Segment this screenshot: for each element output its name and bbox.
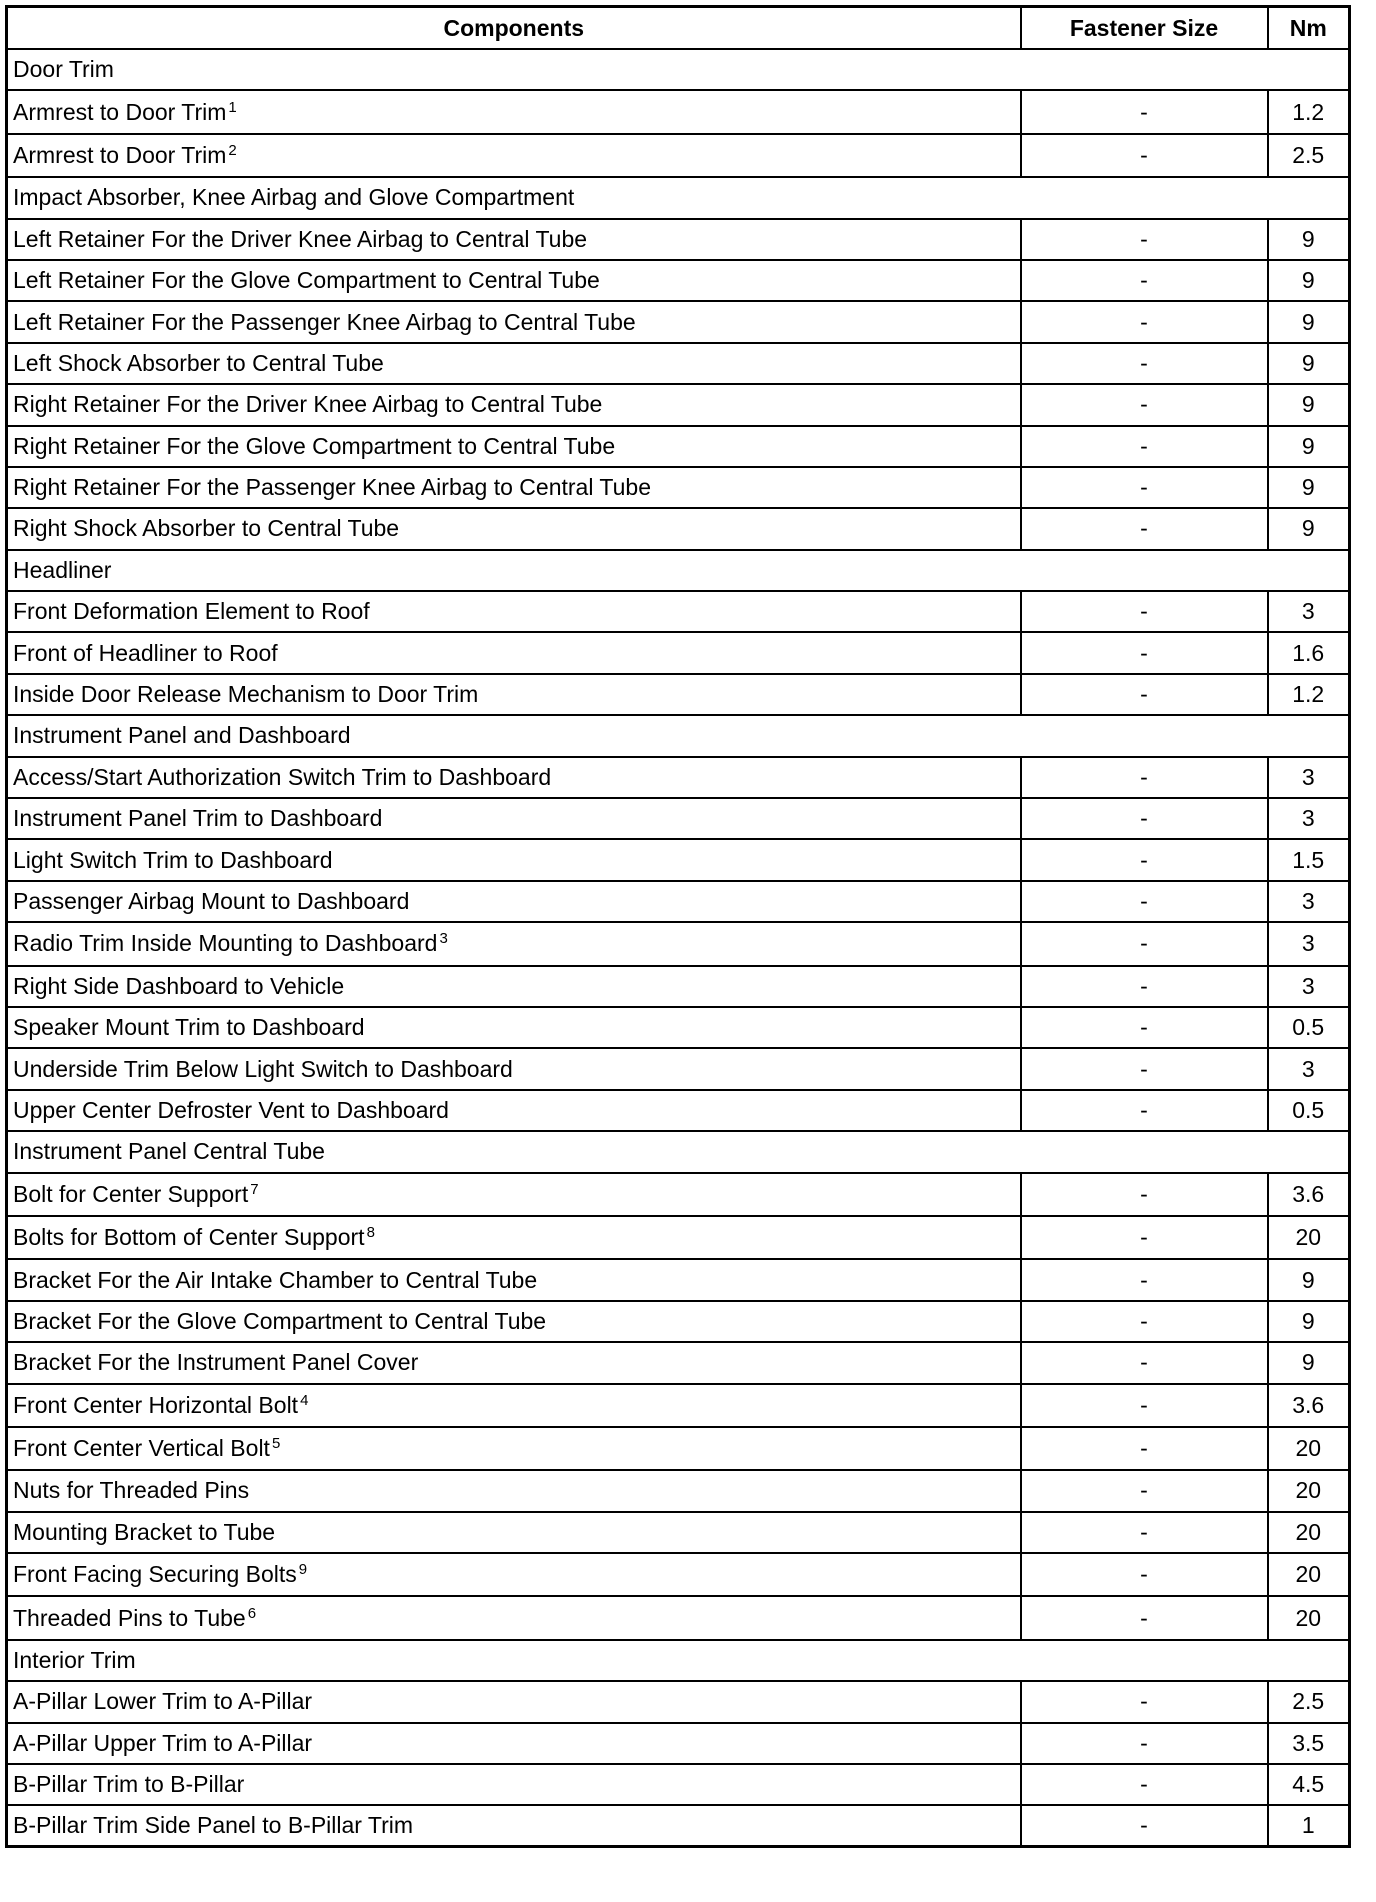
component-name: Bracket For the Instrument Panel Cover: [13, 1349, 419, 1376]
torque-value-cell: 3: [1268, 1048, 1350, 1089]
component-name: Armrest to Door Trim: [13, 141, 227, 168]
component-name: Right Retainer For the Passenger Knee Airbag to Central Tube: [13, 474, 651, 501]
fastener-size-cell: -: [1021, 1553, 1268, 1596]
component-name: Bracket For the Glove Compartment to Central Tube: [13, 1307, 547, 1334]
fastener-size-cell: -: [1021, 1384, 1268, 1427]
table-body: [7, 49, 1350, 1847]
fastener-size-cell: -: [1021, 591, 1268, 632]
component-name: Front of Headliner to Roof: [13, 639, 278, 666]
component-name: Bolts for Bottom of Center Support: [13, 1224, 365, 1251]
table-row: [7, 1342, 1350, 1383]
component-name: Right Retainer For the Glove Compartment to Central Tube: [13, 432, 616, 459]
component-cell: [7, 757, 1021, 798]
torque-value-cell: 9: [1268, 426, 1350, 467]
component-name: Front Center Horizontal Bolt: [13, 1391, 299, 1418]
table-row: [7, 798, 1350, 839]
section-row: [7, 177, 1350, 218]
footnote-marker: 6: [247, 1604, 257, 1622]
component-name: Nuts for Threaded Pins: [13, 1477, 250, 1504]
component-cell: [7, 632, 1021, 673]
footnote-marker: 8: [366, 1224, 375, 1242]
component-cell: [7, 1216, 1021, 1259]
table-row: [7, 1301, 1350, 1342]
table-row: [7, 674, 1350, 715]
component-cell: [7, 1384, 1021, 1427]
header-components: Components: [7, 7, 1021, 50]
table-row: [7, 508, 1350, 549]
torque-value-cell: 20: [1268, 1512, 1350, 1553]
table-row: [7, 219, 1350, 260]
torque-value-cell: 2.5: [1268, 1681, 1350, 1722]
table-row: [7, 1596, 1350, 1639]
footnote-marker: 7: [250, 1180, 259, 1198]
fastener-size-cell: -: [1021, 384, 1268, 425]
table-row: [7, 632, 1350, 673]
component-name: Passenger Airbag Mount to Dashboard: [13, 888, 410, 914]
component-name: Left Retainer For the Glove Compartment to Central Tube: [13, 267, 600, 294]
component-cell: [7, 301, 1021, 342]
component-cell: [7, 219, 1021, 260]
section-row: [7, 49, 1350, 90]
fastener-size-cell: -: [1021, 1470, 1268, 1511]
table-row: [7, 343, 1350, 384]
component-name: Front Deformation Element to Roof: [13, 598, 370, 625]
component-cell: [7, 467, 1021, 508]
table-row: [7, 1259, 1350, 1300]
footnote-marker: 5: [271, 1435, 281, 1453]
table-row: [7, 1173, 1350, 1216]
component-cell: [7, 1512, 1021, 1553]
torque-value-cell: 9: [1268, 384, 1350, 425]
torque-value-cell: 20: [1268, 1216, 1350, 1259]
fastener-size-cell: -: [1021, 1007, 1268, 1048]
component-cell: [7, 674, 1021, 715]
header-fastener-size: Fastener Size: [1021, 7, 1268, 50]
fastener-size-cell: -: [1021, 1596, 1268, 1639]
table-row: [7, 1553, 1350, 1596]
component-cell: [7, 966, 1021, 1007]
component-name: Left Shock Absorber to Central Tube: [13, 349, 384, 376]
component-cell: [7, 1596, 1021, 1639]
component-cell: [7, 922, 1021, 965]
component-name: Bracket For the Air Intake Chamber to Central Tube: [13, 1266, 538, 1293]
fastener-size-cell: -: [1021, 1216, 1268, 1259]
table-row: [7, 1090, 1350, 1131]
section-row: [7, 1640, 1350, 1681]
fastener-size-cell: -: [1021, 134, 1268, 177]
component-cell: [7, 1470, 1021, 1511]
section-label: Instrument Panel Central Tube: [7, 1131, 1350, 1172]
torque-value-cell: 3: [1268, 591, 1350, 632]
component-cell: [7, 1342, 1021, 1383]
table-row: [7, 1470, 1350, 1511]
footnote-marker: 2: [228, 141, 237, 159]
torque-value-cell: 3: [1268, 966, 1350, 1007]
section-label: Headliner: [7, 550, 1350, 591]
table-row: [7, 1723, 1350, 1764]
component-cell: [7, 839, 1021, 880]
component-cell: [7, 1764, 1021, 1805]
torque-value-cell: 3: [1268, 798, 1350, 839]
fastener-size-cell: -: [1021, 1512, 1268, 1553]
component-cell: [7, 384, 1021, 425]
component-name: A-Pillar Lower Trim to A-Pillar: [13, 1688, 313, 1715]
section-label: Impact Absorber, Knee Airbag and Glove Compartment: [7, 177, 1350, 218]
torque-value-cell: 3.5: [1268, 1723, 1350, 1764]
component-cell: [7, 1048, 1021, 1089]
footnote-marker: 4: [300, 1391, 309, 1409]
torque-value-cell: 1.2: [1268, 674, 1350, 715]
torque-value-cell: 1.2: [1268, 90, 1350, 133]
component-name: Front Center Vertical Bolt: [13, 1435, 270, 1462]
fastener-size-cell: -: [1021, 90, 1268, 133]
component-cell: [7, 343, 1021, 384]
component-cell: [7, 1007, 1021, 1048]
fastener-size-cell: -: [1021, 508, 1268, 549]
fastener-size-cell: -: [1021, 798, 1268, 839]
fastener-size-cell: -: [1021, 1427, 1268, 1470]
torque-value-cell: 9: [1268, 1342, 1350, 1383]
table-row: [7, 301, 1350, 342]
component-name: Front Facing Securing Bolts: [13, 1561, 297, 1588]
component-name: Mounting Bracket to Tube: [13, 1518, 276, 1545]
table-row: [7, 1681, 1350, 1722]
fastener-size-cell: -: [1021, 1764, 1268, 1805]
torque-value-cell: 3.6: [1268, 1173, 1350, 1216]
component-cell: [7, 426, 1021, 467]
torque-value-cell: 4.5: [1268, 1764, 1350, 1805]
table-row: [7, 1048, 1350, 1089]
component-name: Underside Trim Below Light Switch to Dashboard: [13, 1055, 513, 1082]
fastener-size-cell: -: [1021, 881, 1268, 922]
component-name: Right Retainer For the Driver Knee Airbag to Central Tube: [13, 391, 603, 418]
component-name: Bolt for Center Support: [13, 1180, 249, 1207]
torque-value-cell: 9: [1268, 467, 1350, 508]
component-cell: [7, 508, 1021, 549]
component-cell: [7, 1301, 1021, 1342]
fastener-size-cell: -: [1021, 1173, 1268, 1216]
torque-value-cell: 9: [1268, 343, 1350, 384]
component-name: Left Retainer For the Driver Knee Airbag to Central Tube: [13, 225, 588, 252]
fastener-size-cell: -: [1021, 1301, 1268, 1342]
table-row: [7, 467, 1350, 508]
component-name: Left Retainer For the Passenger Knee Airbag to Central Tube: [13, 308, 636, 335]
table-row: [7, 1427, 1350, 1470]
table-row: [7, 881, 1350, 922]
torque-value-cell: 20: [1268, 1470, 1350, 1511]
table-row: [7, 1512, 1350, 1553]
table-row: [7, 260, 1350, 301]
component-cell: [7, 1805, 1021, 1846]
table-header-row: [7, 7, 1350, 50]
fastener-size-cell: -: [1021, 1048, 1268, 1089]
table-row: [7, 966, 1350, 1007]
table-row: [7, 426, 1350, 467]
table-row: [7, 90, 1350, 133]
fastener-size-cell: -: [1021, 1090, 1268, 1131]
fastener-size-cell: -: [1021, 301, 1268, 342]
section-label: Interior Trim: [7, 1640, 1350, 1681]
torque-value-cell: 0.5: [1268, 1090, 1350, 1131]
fastener-size-cell: -: [1021, 1681, 1268, 1722]
table-row: [7, 922, 1350, 965]
torque-value-cell: 3: [1268, 881, 1350, 922]
component-name: Right Shock Absorber to Central Tube: [13, 515, 400, 542]
torque-value-cell: 9: [1268, 301, 1350, 342]
section-row: [7, 715, 1350, 756]
component-cell: [7, 1090, 1021, 1131]
component-cell: [7, 1259, 1021, 1300]
fastener-size-cell: -: [1021, 1259, 1268, 1300]
torque-value-cell: 1.5: [1268, 839, 1350, 880]
table-row: [7, 134, 1350, 177]
component-name: B-Pillar Trim to B-Pillar: [13, 1771, 245, 1798]
component-cell: [7, 798, 1021, 839]
fastener-size-cell: -: [1021, 1342, 1268, 1383]
torque-value-cell: 20: [1268, 1553, 1350, 1596]
torque-value-cell: 9: [1268, 219, 1350, 260]
component-name: Access/Start Authorization Switch Trim to Dashboard: [13, 763, 552, 790]
table-row: [7, 1216, 1350, 1259]
section-label: Instrument Panel and Dashboard: [7, 715, 1350, 756]
table-row: [7, 757, 1350, 798]
fastener-size-cell: -: [1021, 839, 1268, 880]
component-name: A-Pillar Upper Trim to A-Pillar: [13, 1729, 313, 1756]
fastener-size-cell: -: [1021, 260, 1268, 301]
fastener-size-cell: -: [1021, 219, 1268, 260]
torque-value-cell: 3: [1268, 757, 1350, 798]
component-name: Inside Door Release Mechanism to Door Trim: [13, 681, 479, 708]
component-cell: [7, 881, 1021, 922]
table-row: [7, 1007, 1350, 1048]
torque-value-cell: 9: [1268, 1259, 1350, 1300]
table-row: [7, 1764, 1350, 1805]
torque-value-cell: 3: [1268, 922, 1350, 965]
component-name: Threaded Pins to Tube: [13, 1604, 246, 1631]
torque-value-cell: 2.5: [1268, 134, 1350, 177]
component-name: Instrument Panel Trim to Dashboard: [13, 805, 383, 832]
component-cell: [7, 1681, 1021, 1722]
torque-value-cell: 0.5: [1268, 1007, 1350, 1048]
footnote-marker: 9: [298, 1561, 308, 1579]
torque-value-cell: 20: [1268, 1596, 1350, 1639]
footnote-marker: 1: [228, 98, 237, 116]
torque-value-cell: 9: [1268, 260, 1350, 301]
component-name: Radio Trim Inside Mounting to Dashboard: [13, 930, 438, 957]
component-cell: [7, 134, 1021, 177]
torque-value-cell: 1: [1268, 1805, 1350, 1846]
fastener-size-cell: -: [1021, 467, 1268, 508]
table-row: [7, 1384, 1350, 1427]
component-name: Speaker Mount Trim to Dashboard: [13, 1014, 365, 1041]
section-label: Door Trim: [7, 49, 1350, 90]
section-row: [7, 1131, 1350, 1172]
component-cell: [7, 591, 1021, 632]
fastener-size-cell: -: [1021, 343, 1268, 384]
component-cell: [7, 260, 1021, 301]
torque-value-cell: 1.6: [1268, 632, 1350, 673]
component-cell: [7, 90, 1021, 133]
component-cell: [7, 1427, 1021, 1470]
section-row: [7, 550, 1350, 591]
component-name: Light Switch Trim to Dashboard: [13, 846, 333, 873]
torque-spec-table: [5, 5, 1351, 1848]
component-cell: [7, 1553, 1021, 1596]
component-name: Right Side Dashboard to Vehicle: [13, 972, 345, 999]
footnote-marker: 3: [439, 930, 448, 948]
fastener-size-cell: -: [1021, 632, 1268, 673]
torque-value-cell: 9: [1268, 1301, 1350, 1342]
fastener-size-cell: -: [1021, 426, 1268, 467]
fastener-size-cell: -: [1021, 922, 1268, 965]
torque-value-cell: 20: [1268, 1427, 1350, 1470]
component-cell: [7, 1173, 1021, 1216]
component-cell: [7, 1723, 1021, 1764]
torque-value-cell: 3.6: [1268, 1384, 1350, 1427]
table-row: [7, 1805, 1350, 1846]
fastener-size-cell: -: [1021, 1723, 1268, 1764]
fastener-size-cell: -: [1021, 674, 1268, 715]
torque-value-cell: 9: [1268, 508, 1350, 549]
header-nm: Nm: [1268, 7, 1350, 50]
table-row: [7, 384, 1350, 425]
table-row: [7, 839, 1350, 880]
fastener-size-cell: -: [1021, 1805, 1268, 1846]
component-name: Upper Center Defroster Vent to Dashboard: [13, 1096, 449, 1123]
component-name: B-Pillar Trim Side Panel to B-Pillar Trim: [13, 1812, 414, 1839]
component-name: Armrest to Door Trim: [13, 98, 227, 125]
fastener-size-cell: -: [1021, 757, 1268, 798]
fastener-size-cell: -: [1021, 966, 1268, 1007]
table-row: [7, 591, 1350, 632]
